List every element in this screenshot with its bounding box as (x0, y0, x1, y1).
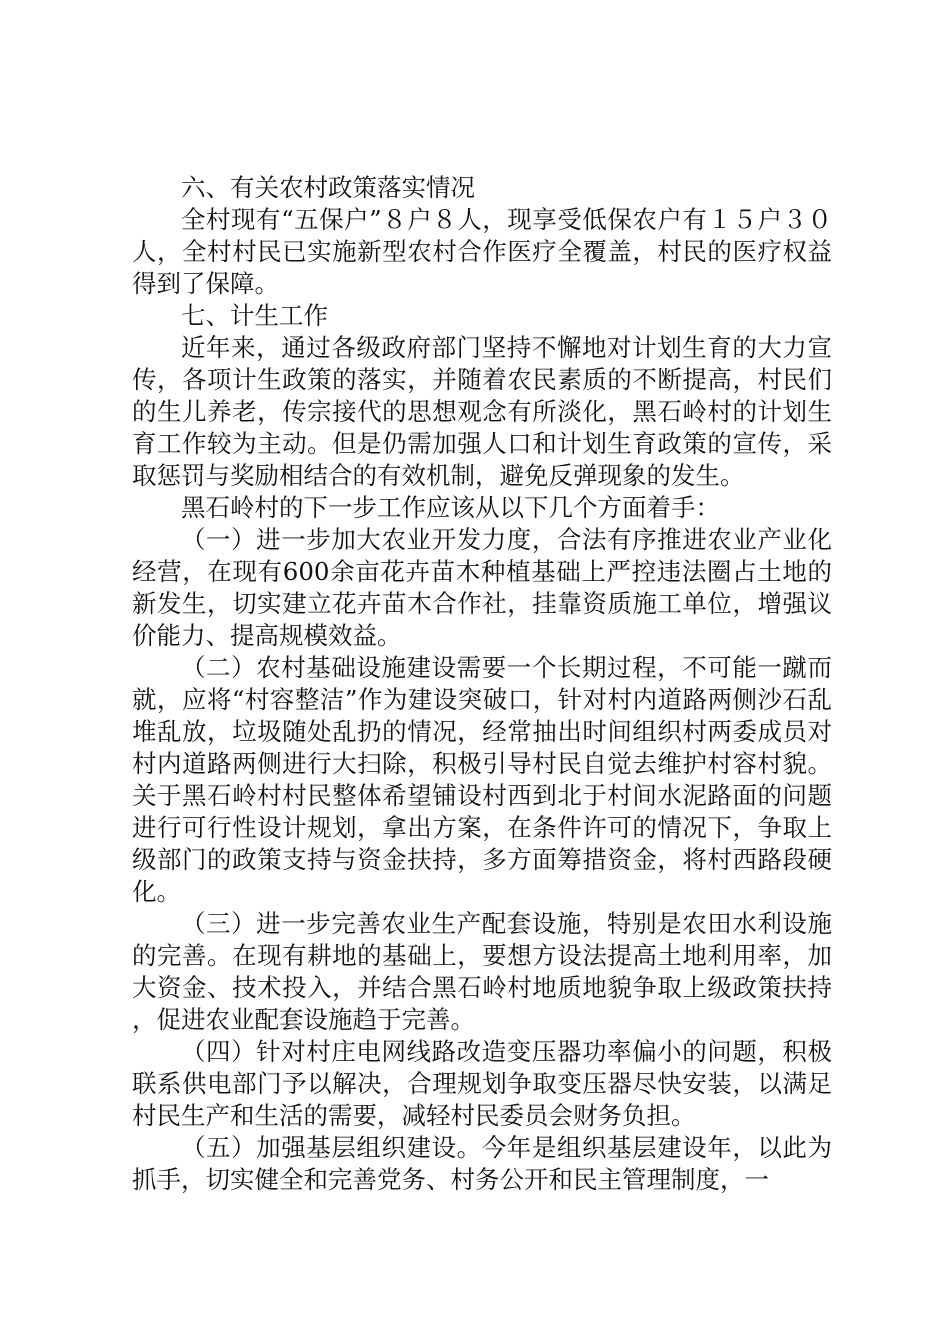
paragraph-next-steps-intro: 黑石岭村的下一步工作应该从以下几个方面着手： (181, 493, 720, 522)
section-heading-family-planning: 七、计生工作 (181, 301, 328, 330)
paragraph-item-1: （一）进一步加大农业开发力度，合法有序推进农业产业化经营，在现有600余亩花卉苗木种植基础上严控违法圈占土地的新发生，切实建立花卉苗木合作社，挂靠资质施工单位，增强议价能力、提高规模效益。 (132, 525, 832, 650)
paragraph-item-2: （二）农村基础设施建设需要一个长期过程，不可能一蹴而就，应将“村容整洁”作为建设突破口，针对村内道路两侧沙石乱堆乱放，垃圾随处乱扔的情况，经常抽出时间组织村两委成员对村内道路两侧进行大扫除，积极引导村民自觉去维护村容村貌。关于黑石岭村村民整体希望铺设村西到北于村间水泥路面的问题进行可行性设计规划，拿出方案，在条件许可的情况下，争取上级部门的政策支持与资金扶持，多方面筹措资金，将村西路段硬化。 (132, 653, 832, 906)
paragraph-family-planning: 近年来，通过各级政府部门坚持不懈地对计划生育的大力宣传，各项计生政策的落实，并随着农民素质的不断提高，村民们的生儿养老，传宗接代的思想观念有所淡化，黑石岭村的计划生育工作较为主动。但是仍需加强人口和计划生育政策的宣传，采取惩罚与奖励相结合的有效机制，避免反弹现象的发生。 (132, 333, 832, 490)
document-body (132, 172, 832, 1196)
paragraph-item-5: （五）加强基层组织建设。今年是组织基层建设年，以此为抓手，切实健全和完善党务、村务公开和民主管理制度，一 (132, 1133, 832, 1194)
section-heading-policy: 六、有关农村政策落实情况 (181, 173, 475, 202)
paragraph-policy: 全村现有“五保户”８户８人，现享受低保农户有１５户３０人，全村村民已实施新型农村合作医疗全覆盖，村民的医疗权益得到了保障。 (132, 205, 832, 298)
paragraph-item-3: （三）进一步完善农业生产配套设施，特别是农田水利设施的完善。在现有耕地的基础上，要想方设法提高土地利用率，加大资金、技术投入，并结合黑石岭村地质地貌争取上级政策扶持，促进农业配套设施趋于完善。 (132, 909, 832, 1034)
paragraph-item-4: （四）针对村庄电网线路改造变压器功率偏小的问题，积极联系供电部门予以解决，合理规划争取变压器尽快安装，以满足村民生产和生活的需要，减轻村民委员会财务负担。 (132, 1037, 832, 1130)
